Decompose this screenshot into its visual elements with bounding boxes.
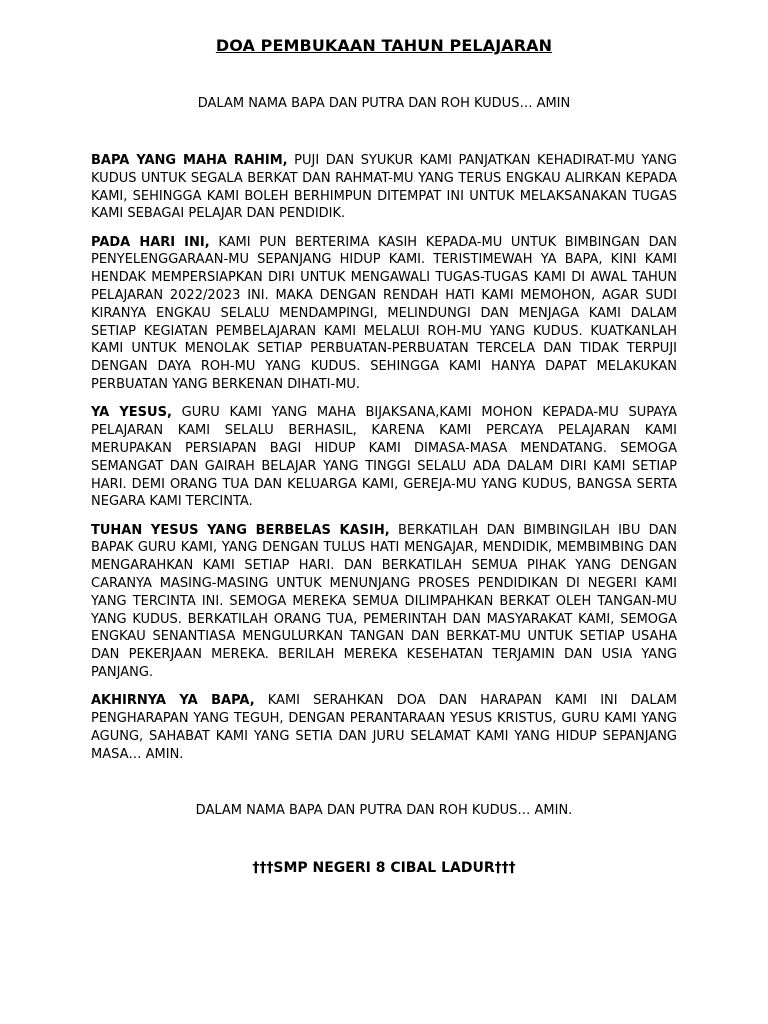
paragraph-text: KAMI SERAHKAN DOA DAN HARAPAN KAMI INI DALAM PENGHARAPAN YANG TEGUH, DENGAN PERANTARAAN YESUS KRISTUS, GURU KAMI YANG AGUNG, SAHABAT KAMI YANG SETIA DAN JURU SELAMAT KAMI YANG HIDUP SEPANJANG MASA… AMIN. (91, 693, 677, 762)
paragraph-lead: BAPA YANG MAHA RAHIM, (91, 153, 288, 168)
paragraph-text: KAMI PUN BERTERIMA KASIH KEPADA-MU UNTUK BIMBINGAN DAN PENYELENGGARAAN-MU SEPANJANG HIDUP KAMI. TERISTIMEWAH YA BAPA, KINI KAMI HENDAK MEMPERSIAPKAN DIRI UNTUK MENGAWALI TUGAS-TUGAS KAMI DI AWAL TAHUN PELAJARAN 2022/2023 INI. MAKA DENGAN RENDAH HATI KAMI MEMOHON, AGAR SUDI KIRANYA ENGKAU SELALU MENDAMPINGI, MELINDUNGI DAN MENJAGA KAMI DALAM SETIAP KEGIATAN PEMBELAJARAN KAMI MELALUI ROH-MU YANG KUDUS. KUATKANLAH KAMI UNTUK MENOLAK SETIAP PERBUATAN-PERBUATAN TERCELA DAN TIDAK TERPUJI DENGAN DAYA ROH-MU YANG KUDUS. SEHINGGA KAMI HANYA DAPAT MELAKUKAN PERBUATAN YANG BERKENAN DIHATI-MU. (91, 234, 677, 393)
prayer-paragraph (91, 234, 677, 394)
paragraph-lead: AKHIRNYA YA BAPA, (91, 693, 255, 709)
paragraph-text: BERKATILAH DAN BIMBINGILAH IBU DAN BAPAK GURU KAMI, YANG DENGAN TULUS HATI MENGAJAR, MENDIDIK, MEMBIMBING DAN MENGARAHKAN KAMI SETIAP HARI. DAN BERKATILAH SEMUA PIHAK YANG DENGAN CARANYA MASING-MASING UNTUK MENUNJANG PROSES PENDIDIKAN DI NEGERI KAMI YANG TERCINTA INI. SEMOGA MEREKA SEMUA DILIMPAHKAN BERKAT OLEH TANGAN-MU YANG KUDUS. BERKATILAH ORANG TUA, PEMERINTAH DAN MASYARAKAT KAMI, SEMOGA ENGKAU SENANTIASA MENGULURKAN TANGAN DAN BERKAT-MU UNTUK SETIAP USAHA DAN PEKERJAAN MEREKA. BERILAH MEREKA KESEHATAN TERJAMIN DAN USIA YANG PANJANG. (91, 522, 678, 681)
prayer-body (91, 152, 677, 774)
paragraph-lead: TUHAN YESUS YANG BERBELAS KASIH, (91, 522, 390, 538)
paragraph-lead: PADA HARI INI, (91, 234, 210, 250)
paragraph-text: PUJI DAN SYUKUR KAMI PANJATKAN KEHADIRAT-MU YANG KUDUS UNTUK SEGALA BERKAT DAN RAHMAT-MU YANG TERUS ENGKAU ALIRKAN KEPADA KAMI, SEHINGGA KAMI BOLEH BERHIMPUN DITEMPAT INI UNTUK MELAKSANAKAN TUGAS KAMI SEBAGAI PELAJAR DAN PENDIDIK. (91, 153, 677, 222)
school-signature: †††SMP NEGERI 8 CIBAL LADUR††† (252, 860, 516, 876)
prayer-paragraph (91, 522, 677, 682)
opening-invocation: DALAM NAMA BAPA DAN PUTRA DAN ROH KUDUS… AMIN (197, 96, 571, 111)
paragraph-lead: YA YESUS, (91, 405, 172, 421)
paragraph-text: GURU KAMI YANG MAHA BIJAKSANA,KAMI MOHON KEPADA-MU SUPAYA PELAJARAN KAMI SELALU BERHASIL, KARENA KAMI PERCAYA PELAJARAN KAMI MERUPAKAN PERSIAPAN BAGI HIDUP KAMI DIMASA-MASA MENDATANG. SEMOGA SEMANGAT DAN GAIRAH BELAJAR YANG TINGGI SELALU ADA DALAM DIRI KAMI SETIAP HARI. DEMI ORANG TUA DAN KELUARGA KAMI, GEREJA-MU YANG KUDUS, BANGSA SERTA NEGARA KAMI TERCINTA. (91, 405, 677, 510)
document-title: DOA PEMBUKAAN TAHUN PELAJARAN (215, 36, 553, 55)
prayer-paragraph (91, 404, 677, 511)
closing-invocation: DALAM NAMA BAPA DAN PUTRA DAN ROH KUDUS… AMIN. (195, 803, 573, 818)
prayer-paragraph (91, 152, 677, 223)
prayer-paragraph (91, 692, 677, 763)
